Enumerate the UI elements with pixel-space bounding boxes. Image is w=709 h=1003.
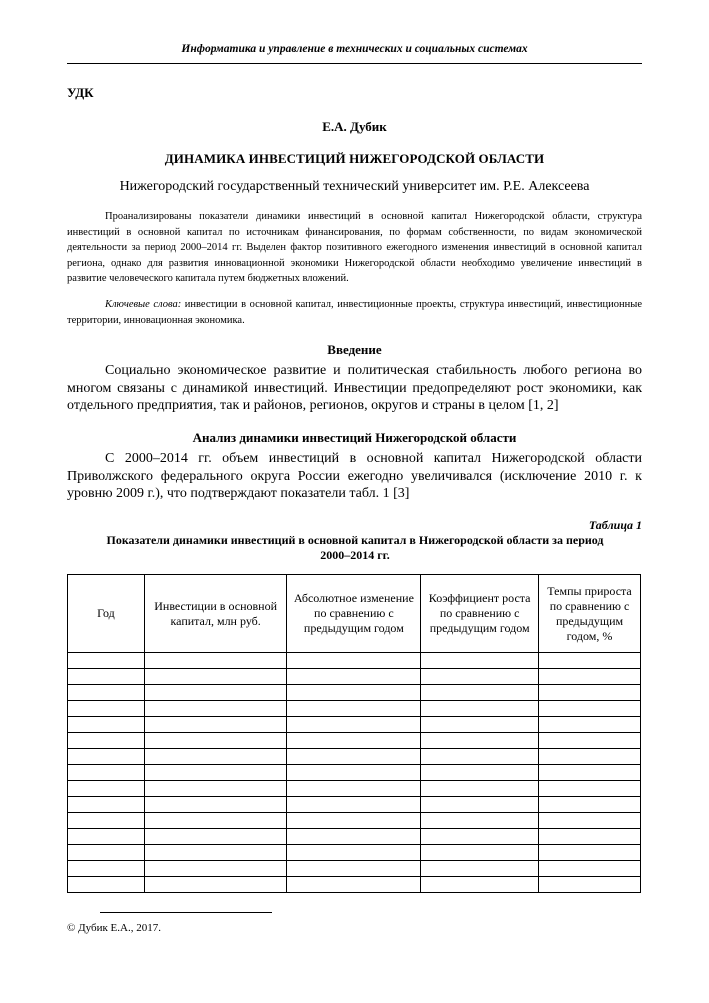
table-cell [144, 765, 287, 781]
table-cell [68, 797, 145, 813]
running-head: Информатика и управление в технических и социальных системах [181, 43, 528, 55]
table-cell [287, 717, 421, 733]
table-cell [421, 669, 539, 685]
table-cell [68, 829, 145, 845]
table-cell [68, 653, 145, 669]
table-row [68, 733, 641, 749]
table-row [68, 781, 641, 797]
table-cell [287, 701, 421, 717]
table-cell [144, 685, 287, 701]
keywords-text: инвестиции в основной капитал, инвестиционные проекты, структура инвестиций, инвестиционные территории, инновационная экономика. [67, 299, 642, 326]
header-year: Год [68, 575, 145, 653]
table-cell [539, 701, 641, 717]
table-cell [421, 701, 539, 717]
table-cell [144, 877, 287, 893]
table-cell [144, 813, 287, 829]
table-cell [144, 717, 287, 733]
table-cell [421, 877, 539, 893]
table-row [68, 797, 641, 813]
table-cell [539, 877, 641, 893]
table-cell [539, 669, 641, 685]
table-cell [539, 717, 641, 733]
table-cell [287, 749, 421, 765]
table-cell [421, 829, 539, 845]
table-cell [68, 845, 145, 861]
author-name: Е.А. Дубик [322, 119, 387, 134]
table-cell [287, 845, 421, 861]
analysis-paragraph: С 2000–2014 гг. объем инвестиций в основной капитал Нижегородской области Приволжского федерального округа России ежегодно увеличивался (исключение 2010 г. к уровню 2009 г.), что подтверждают показатели табл. 1 [3] [67, 451, 642, 501]
table-cell [287, 765, 421, 781]
table-cell [421, 685, 539, 701]
table-cell [287, 733, 421, 749]
table-cell [287, 829, 421, 845]
table-caption: Показатели динамики инвестиций в основной капитал в Нижегородской области за период 2000–2014 гг. [106, 533, 604, 562]
table-cell [144, 653, 287, 669]
table-cell [421, 861, 539, 877]
table-row [68, 813, 641, 829]
table-cell [421, 733, 539, 749]
table-cell [68, 669, 145, 685]
table-cell [539, 829, 641, 845]
table-cell [421, 653, 539, 669]
table-cell [421, 749, 539, 765]
table-cell [144, 701, 287, 717]
table-cell [68, 749, 145, 765]
table-cell [539, 813, 641, 829]
table-cell [287, 813, 421, 829]
table-cell [539, 845, 641, 861]
table-cell [68, 685, 145, 701]
table-cell [144, 829, 287, 845]
abstract: Проанализированы показатели динамики инвестиций в основной капитал Нижегородской области, структура инвестиций в основной капитал по источникам финансирования, по формам собственности, по видам экономической деятельности за период 2000–2014 гг. Выделен фактор позитивного ежегодного изменения инвестиций в основной капитал региона, однако для развития инновационной экономики Нижегородской области необходимо увеличение инвестиций в развитие человеческого капитала путем бюджетных вложений. [67, 211, 642, 284]
keywords [67, 297, 642, 328]
table-cell [539, 765, 641, 781]
table-cell [539, 781, 641, 797]
table-cell [421, 845, 539, 861]
table-cell [421, 813, 539, 829]
table-cell [421, 781, 539, 797]
table-cell [144, 669, 287, 685]
header-growth-coefficient: Коэффициент роста по сравнению с предыдущим годом [421, 575, 539, 653]
table-cell [539, 797, 641, 813]
table-cell [68, 765, 145, 781]
table-row [68, 877, 641, 893]
table-cell [144, 797, 287, 813]
table-cell [287, 861, 421, 877]
table-cell [68, 733, 145, 749]
table-cell [68, 701, 145, 717]
table-row [68, 749, 641, 765]
table-cell [144, 845, 287, 861]
table-row [68, 685, 641, 701]
table-cell [539, 653, 641, 669]
section-heading-analysis: Анализ динамики инвестиций Нижегородской области [192, 430, 517, 445]
table-cell [421, 765, 539, 781]
table-cell [144, 781, 287, 797]
table-cell [144, 749, 287, 765]
table-cell [144, 861, 287, 877]
paper-title: ДИНАМИКА ИНВЕСТИЦИЙ НИЖЕГОРОДСКОЙ ОБЛАСТИ [164, 151, 545, 166]
table-label: Таблица 1 [588, 518, 642, 532]
table-cell [539, 733, 641, 749]
table-cell [287, 797, 421, 813]
intro-paragraph: Социально экономическое развитие и политическая стабильность любого региона во многом связаны с динамикой инвестиций. Инвестиции предопределяют рост экономики, как отдельного предприятия, так и районов, регионов, округов и страны в целом [1, 2] [67, 363, 642, 413]
affiliation: Нижегородский государственный технический университет им. Р.Е. Алексеева [119, 179, 590, 194]
section-heading-intro: Введение [327, 342, 382, 357]
table-cell [539, 685, 641, 701]
table-cell [539, 861, 641, 877]
header-growth-rate: Темпы прироста по сравнению с предыдущим годом, % [539, 575, 641, 653]
table-cell [421, 717, 539, 733]
header-investments: Инвестиции в основной капитал, млн руб. [144, 575, 287, 653]
table-cell [68, 813, 145, 829]
table-cell [68, 861, 145, 877]
table-row [68, 861, 641, 877]
header-rule [67, 63, 642, 64]
table-cell [287, 877, 421, 893]
table-cell [68, 781, 145, 797]
header-absolute-change: Абсолютное изменение по сравнению с предыдущим годом [287, 575, 421, 653]
keywords-label: Ключевые слова: [105, 299, 182, 310]
table-row [68, 653, 641, 669]
table-cell [421, 797, 539, 813]
table-cell [287, 685, 421, 701]
table-cell [68, 717, 145, 733]
table-body [68, 653, 641, 893]
table-cell [287, 669, 421, 685]
table-row [68, 717, 641, 733]
table-cell [68, 877, 145, 893]
table-row [68, 701, 641, 717]
table-cell [287, 781, 421, 797]
table-cell [287, 653, 421, 669]
table-row [68, 669, 641, 685]
table-row [68, 845, 641, 861]
table-cell [539, 749, 641, 765]
copyright-footnote: © Дубик Е.А., 2017. [67, 922, 161, 934]
table-row [68, 829, 641, 845]
table-row [68, 765, 641, 781]
investment-table [67, 574, 641, 893]
table-header-row [68, 575, 641, 653]
table-cell [144, 733, 287, 749]
udk-label: УДК [67, 85, 94, 100]
footnote-rule [100, 912, 272, 913]
